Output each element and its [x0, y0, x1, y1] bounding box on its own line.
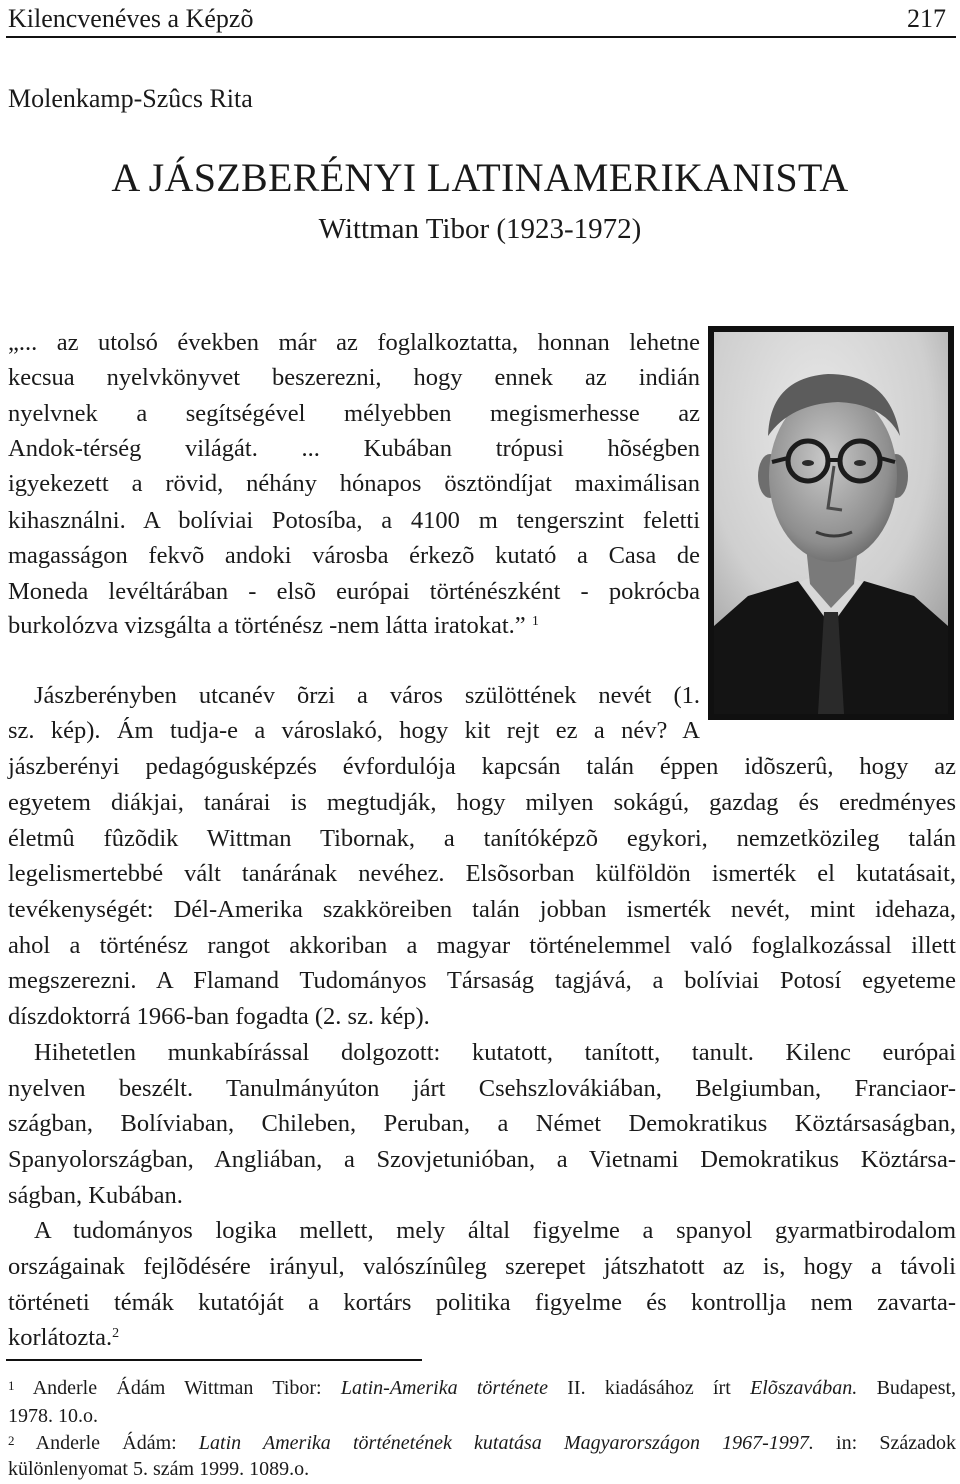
- footnote-work: Latin Amerika történetének kutatása Magyarországon 1967-1997.: [198, 1432, 814, 1454]
- footnote-number: 1: [8, 1378, 15, 1393]
- footnote-ref-2: 2: [112, 1326, 120, 1341]
- intro-line: sz. kép). Ám tudja-e a városlakó, hogy kit rejt ez a név? A: [8, 717, 700, 744]
- intro-line: Jászberényben utcanév õrzi a város szülöttének nevét (1.: [34, 682, 700, 709]
- quote-line: kecsua nyelvkönyvet beszerezni, hogy ennek az indián: [8, 364, 700, 391]
- quote-last-line: [8, 609, 539, 643]
- body-line: A tudományos logika mellett, mely által figyelme a spanyol gyarmatbirodalom: [34, 1217, 956, 1244]
- running-title: Kilencvenéves a Képzõ: [8, 4, 254, 33]
- footnote-work: Elõszavában.: [750, 1377, 858, 1399]
- footnote-1-cont: 1978. 10.o.: [8, 1405, 98, 1427]
- footnote-rule: [6, 1359, 422, 1361]
- footnote-ref-1: 1: [531, 614, 539, 629]
- quote-line: Moneda levéltárában - elsõ európai történészként - pokrócba: [8, 578, 700, 605]
- body-line: ahol a történész rangot akkoriban a magyar történelemmel való foglalkozással illett: [8, 932, 956, 959]
- body-line: Hihetetlen munkabírással dolgozott: kutatott, tanított, tanult. Kilenc európai: [34, 1039, 956, 1066]
- body-line: nyelven beszélt. Tanulmányúton járt Csehszlovákiában, Belgiumban, Franciaor-: [8, 1075, 956, 1102]
- body-line-last: ságban, Kubában.: [8, 1182, 183, 1209]
- footnote-text: in: Századok: [836, 1432, 957, 1454]
- header-rule: [6, 36, 956, 38]
- body-line: történeti témák kutatóját a kortárs politika figyelme és kontrollja nem zavarta-: [8, 1289, 956, 1316]
- footnote-author: Anderle Ádám:: [35, 1432, 177, 1454]
- quote-line: Andok-térség világát. ... Kubában trópusi hõségben: [8, 435, 700, 462]
- footnote-text: II. kiadásához írt: [567, 1377, 731, 1399]
- body-line-last: [8, 1321, 119, 1355]
- body-line: jászberényi pedagógusképzés évfordulója kapcsán talán éppen idõszerû, hogy az: [8, 753, 956, 780]
- portrait-photo: [708, 326, 954, 720]
- quote-line: magasságon fekvõ andoki városba érkezõ kutató a Casa de: [8, 542, 700, 569]
- body-line: Spanyolországban, Angliában, a Szovjetunióban, a Vietnami Demokratikus Köztársa-: [8, 1146, 956, 1173]
- page-number: 217: [907, 4, 946, 33]
- body-line-last: díszdoktorrá 1966-ban fogadta (2. sz. kép).: [8, 1003, 430, 1030]
- body-line: megszerezni. A Flamand Tudományos Társaság tagjává, a bolíviai Potosí egyeteme: [8, 967, 956, 994]
- footnote-2-cont: különlenyomat 5. szám 1999. 1089.o.: [8, 1458, 310, 1480]
- article-subtitle: Wittman Tibor (1923-1972): [318, 213, 642, 245]
- footnote-author: Anderle Ádám Wittman Tibor:: [32, 1377, 322, 1399]
- footnote-text: Budapest,: [876, 1377, 957, 1399]
- article-author: Molenkamp-Szûcs Rita: [8, 84, 253, 113]
- body-line: szágban, Bolíviaban, Chileben, Peruban, a Német Demokratikus Köztársaságban,: [8, 1110, 956, 1137]
- article-title: A JÁSZBERÉNYI LATINAMERIKANISTA: [111, 155, 849, 200]
- quote-line: kihasználni. A bolíviai Potosíba, a 4100 m tengerszint feletti: [8, 507, 700, 534]
- portrait-image: [708, 326, 954, 720]
- quote-line: „... az utolsó években már az foglalkoztatta, honnan lehetne: [8, 329, 700, 356]
- quote-line: igyekezett a rövid, néhány hónapos ösztöndíjat maximálisan: [8, 470, 700, 497]
- body-line: tevékenységét: Dél-Amerika szakköreiben talán jobban ismerték nevét, mint idehaza,: [8, 896, 956, 923]
- body-last-text: korlátozta.: [8, 1324, 113, 1351]
- footnote-1: [8, 1373, 956, 1403]
- quote-line: nyelvnek a segítségével mélyebben megismerhesse az: [8, 400, 700, 427]
- footnote-number: 2: [8, 1433, 15, 1448]
- body-line: egyetem diákjai, tanárai is megtudják, hogy milyen sokágú, gazdag és eredményes: [8, 789, 956, 816]
- body-line: életmû fûzõdik Wittman Tibornak, a tanítóképzõ egykori, nemzetközileg talán: [8, 825, 956, 852]
- quote-last-text: burkolózva vizsgálta a történész -nem látta iratokat.”: [8, 612, 526, 639]
- body-line: országainak fejlõdésére irányul, valószínûleg szerepet játszhatott az is, hogy a távoli: [8, 1253, 956, 1280]
- body-line: legelismertebbé vált tanárának nevéhez. Elsõsorban külföldön ismerték el kutatásait,: [8, 860, 956, 887]
- footnote-work: Latin-Amerika története: [340, 1377, 548, 1399]
